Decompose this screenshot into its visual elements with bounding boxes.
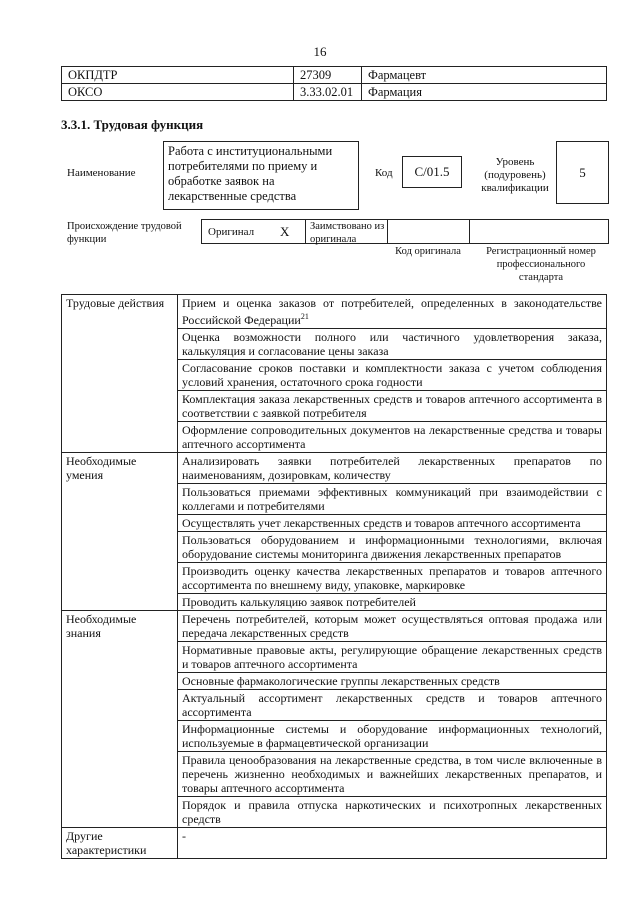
list-item: Анализировать заявки потребителей лекарственных препаратов по наименованиям, дозировкам, количеству — [178, 453, 607, 484]
list-item: Пользоваться оборудованием и информационными технологиями, включая оборудование системы мониторинга движения лекарственных препаратов — [178, 532, 607, 563]
row-header-skills: Необходимые умения — [62, 453, 178, 611]
section-title: 3.3.1. Трудовая функция — [61, 117, 204, 132]
original-mark: X — [280, 224, 290, 239]
code-label: Код — [375, 167, 393, 179]
original-label: Оригинал — [208, 226, 255, 238]
classifier-code: 27309 — [294, 67, 362, 84]
classifier-title: Фармацевт — [362, 67, 607, 84]
row-header-knowledge: Необходимые знания — [62, 611, 178, 828]
list-item: - — [178, 828, 607, 859]
list-item: Оценка возможности полного или частичного удовлетворения заказа, калькуляция и согласование цены заказа — [178, 329, 607, 360]
reg-number-cell — [469, 219, 609, 244]
classifier-title: Фармация — [362, 84, 607, 101]
table-row — [62, 453, 607, 484]
table-row — [62, 84, 607, 101]
item-text: Прием и оценка заказов от потребителей, определенных в законодательстве Российской Федерации — [182, 296, 602, 327]
name-label: Наименование — [67, 167, 136, 179]
qualification-level-label: Уровень (подуровень) квалификации — [481, 156, 549, 194]
list-item: Проводить калькуляцию заявок потребителей — [178, 594, 607, 611]
classifier-name: ОКСО — [62, 84, 294, 101]
list-item: Порядок и правила отпуска наркотических и психотропных лекарственных средств — [178, 797, 607, 828]
function-name-box — [163, 141, 359, 210]
table-row — [62, 828, 607, 859]
list-item: Оформление сопроводительных документов на лекарственные средства и товары аптечного ассортимента — [178, 422, 607, 453]
borrowed-label: Заимствовано из оригинала — [310, 221, 385, 245]
reg-number-caption: Регистрационный номер профессионального стандарта — [486, 246, 596, 283]
row-header-labor-actions: Трудовые действия — [62, 295, 178, 453]
list-item — [178, 295, 607, 329]
table-row — [62, 295, 607, 329]
list-item: Осуществлять учет лекарственных средств и товаров аптечного ассортимента — [178, 515, 607, 532]
function-code-box — [402, 156, 462, 188]
row-header-other: Другие характеристики — [62, 828, 178, 859]
qualification-level-box — [556, 141, 609, 204]
borrowed-cell — [305, 219, 388, 244]
classifier-name: ОКПДТР — [62, 67, 294, 84]
list-item: Комплектация заказа лекарственных средств и товаров аптечного ассортимента в соответствии с заявкой потребителя — [178, 391, 607, 422]
classifier-code: 3.33.02.01 — [294, 84, 362, 101]
list-item: Основные фармакологические группы лекарственных средств — [178, 673, 607, 690]
table-row — [62, 611, 607, 642]
qualification-level-value: 5 — [579, 165, 586, 180]
list-item: Производить оценку качества лекарственных препаратов и товаров аптечного ассортимента по внешнему виду, упаковке, маркировке — [178, 563, 607, 594]
list-item: Правила ценообразования на лекарственные средства, в том числе включенные в перечень жизненно необходимых и важнейших лекарственных препаратов, и товары аптечного ассортимента — [178, 752, 607, 797]
function-details-table — [61, 294, 607, 859]
classification-codes-table — [61, 66, 607, 101]
list-item: Нормативные правовые акты, регулирующие обращение лекарственных средств и товаров аптечного ассортимента — [178, 642, 607, 673]
original-cell — [201, 219, 306, 244]
function-name-value: Работа с институциональными потребителями по приему и обработке заявок на лекарственные средства — [168, 144, 333, 203]
code-original-cell — [387, 219, 470, 244]
footnote-ref: 21 — [300, 312, 309, 321]
list-item: Перечень потребителей, которым может осуществляться оптовая продажа или передача лекарственных средств — [178, 611, 607, 642]
function-code-value: C/01.5 — [414, 164, 450, 179]
page-number: 16 — [313, 44, 327, 59]
table-row — [62, 67, 607, 84]
origin-label: Происхождение трудовой функции — [67, 221, 182, 245]
code-original-caption: Код оригинала — [395, 246, 461, 257]
list-item: Согласование сроков поставки и комплектности заказа с учетом соблюдения условий хранения, остаточного срока годности — [178, 360, 607, 391]
list-item: Информационные системы и оборудование информационных технологий, используемые в фармацевтической организации — [178, 721, 607, 752]
list-item: Пользоваться приемами эффективных коммуникаций при взаимодействии с коллегами и потребителями — [178, 484, 607, 515]
list-item: Актуальный ассортимент лекарственных средств и товаров аптечного ассортимента — [178, 690, 607, 721]
